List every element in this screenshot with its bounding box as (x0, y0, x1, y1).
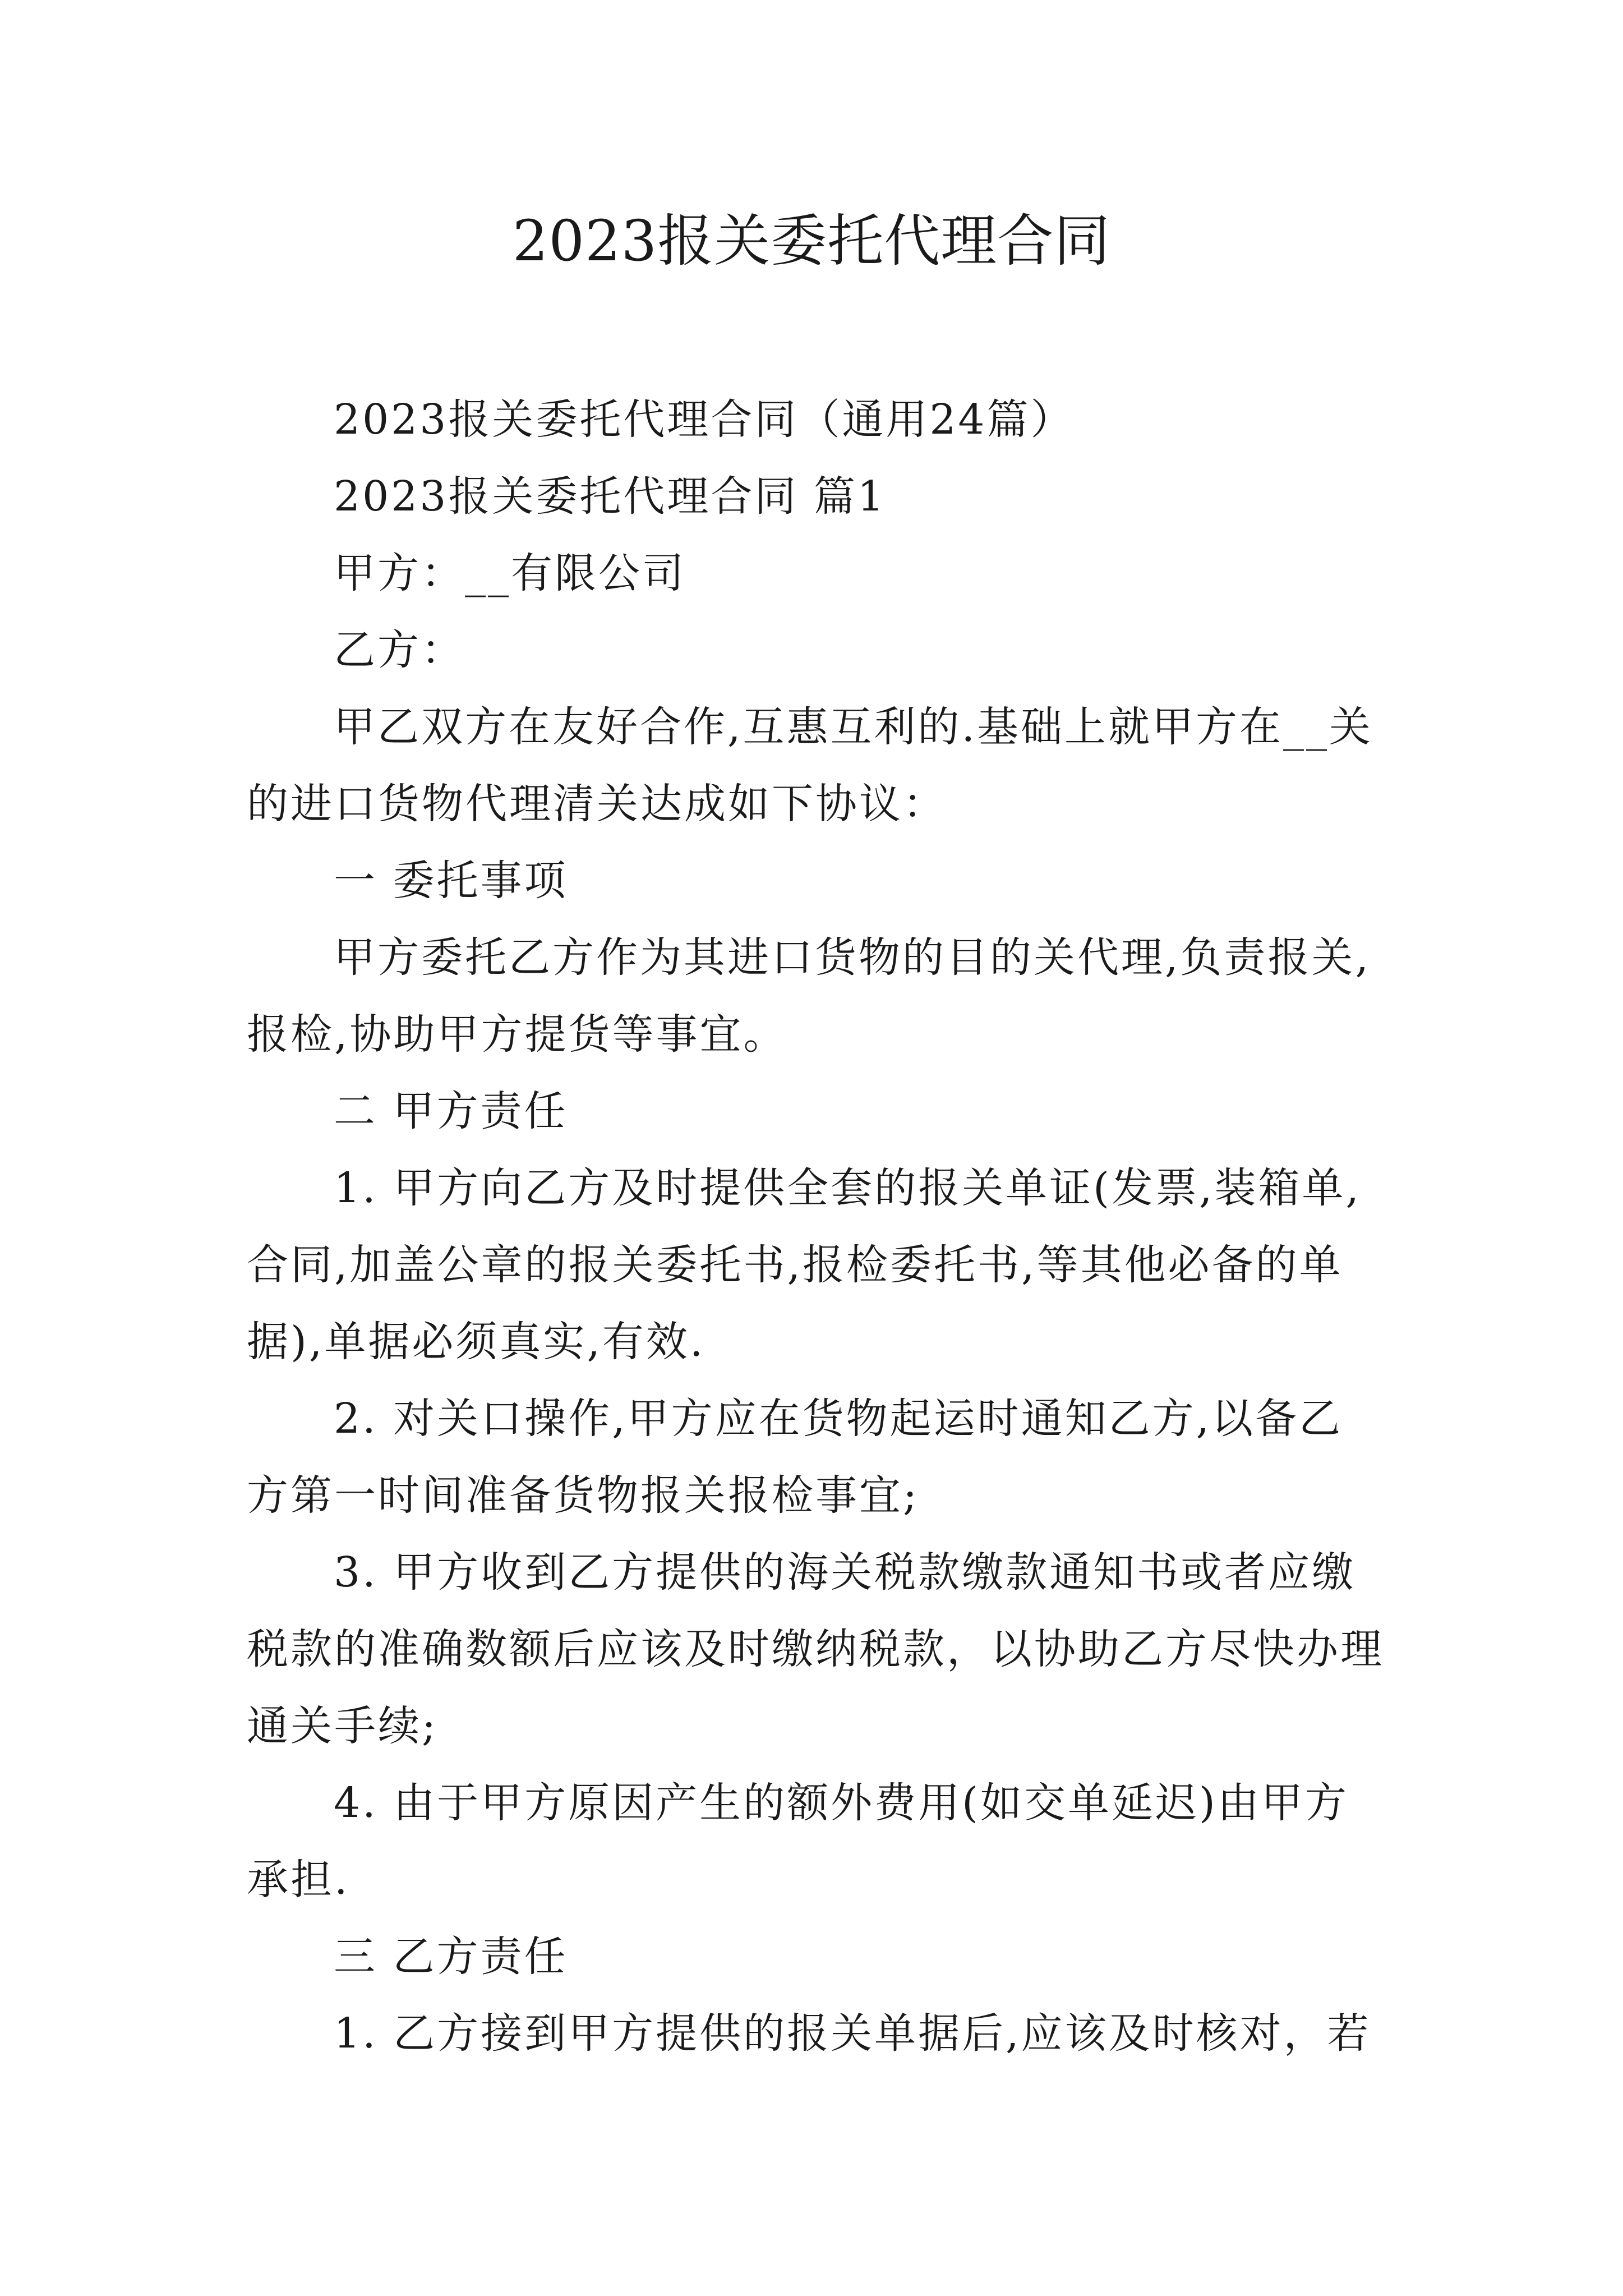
text-line: 4. 由于甲方原因产生的额外费用(如交单延迟)由甲方 (334, 1779, 1349, 1827)
text-line: 方第一时间准备货物报关报检事宜; (247, 1471, 919, 1520)
text-line: 甲乙双方在友好合作,互惠互利的.基础上就甲方在__关 (334, 703, 1373, 751)
text-line: 乙方： (334, 626, 465, 674)
text-line: 一 委托事项 (334, 857, 568, 905)
text-line: 合同,加盖公章的报关委托书,报检委托书,等其他必备的单 (247, 1241, 1343, 1289)
text-line: 二 甲方责任 (334, 1087, 568, 1135)
text-line: 通关手续; (247, 1702, 438, 1750)
text-line: 3. 甲方收到乙方提供的海关税款缴款通知书或者应缴 (334, 1548, 1356, 1596)
document-title: 2023报关委托代理合同 (512, 208, 1111, 274)
text-line: 的进口货物代理清关达成如下协议： (247, 780, 947, 828)
text-line: 2. 对关口操作,甲方应在货物起运时通知乙方,以备乙 (334, 1395, 1343, 1443)
text-line: 2023报关委托代理合同 篇1 (334, 472, 886, 521)
text-line: 1. 乙方接到甲方提供的报关单据后,应该及时核对，若 (334, 2009, 1371, 2058)
text-line: 1. 甲方向乙方及时提供全套的报关单证(发票,装箱单, (334, 1164, 1362, 1212)
text-line: 税款的准确数额后应该及时缴纳税款，以协助乙方尽快办理 (247, 1625, 1384, 1673)
text-line: 2023报关委托代理合同（通用24篇） (334, 395, 1075, 444)
text-line: 据),单据必须真实,有效. (247, 1318, 706, 1366)
text-line: 甲方：__有限公司 (334, 549, 686, 597)
text-line: 报检,协助甲方提货等事宜。 (247, 1010, 787, 1059)
text-line: 承担. (247, 1856, 350, 1904)
text-line: 甲方委托乙方作为其进口货物的目的关代理,负责报关, (334, 933, 1371, 982)
text-line: 三 乙方责任 (334, 1932, 568, 1981)
document-body (247, 381, 1391, 2072)
